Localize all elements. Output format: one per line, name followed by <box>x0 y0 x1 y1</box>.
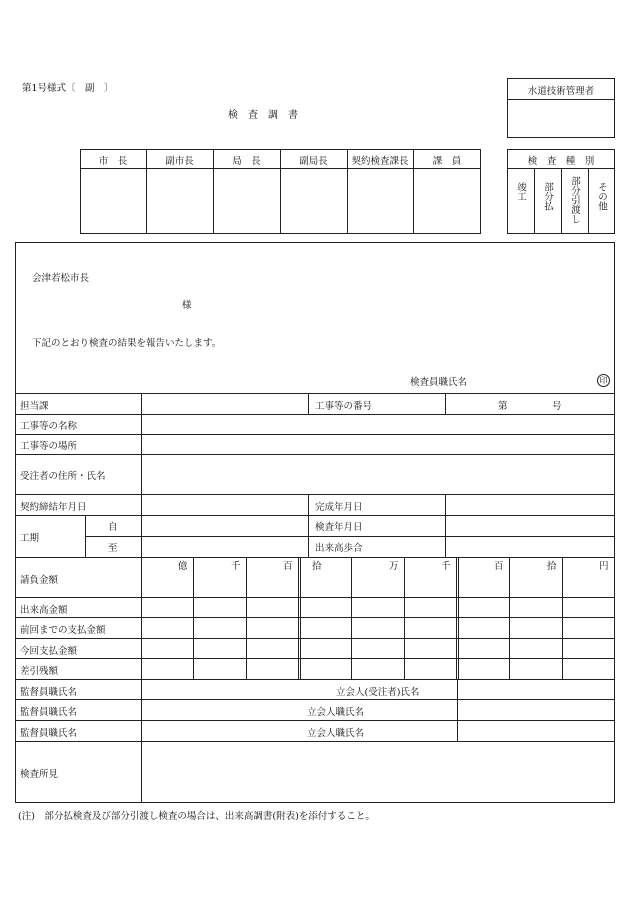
label-kensa-date: 検査年月日 <box>315 522 363 533</box>
unit-man: 万 <box>389 561 399 572</box>
inspection-type-partial-payment: 部分払 <box>542 182 553 211</box>
label-dekidaka-kingaku: 出来高金額 <box>20 605 68 616</box>
label-shoken: 検査所見 <box>20 769 59 780</box>
inspection-type-other: その他 <box>596 182 607 211</box>
label-dai: 第 <box>498 401 508 412</box>
unit-oku: 億 <box>178 561 188 572</box>
label-konkai: 今回支払金額 <box>20 646 78 657</box>
approval-header-bureau-chief: 局 長 <box>232 156 261 167</box>
label-kouji-bangou: 工事等の番号 <box>315 401 373 412</box>
approval-header-mayor: 市 長 <box>98 156 128 167</box>
document-title: 検 査 調 書 <box>228 110 298 121</box>
seal-mark: 印 <box>597 374 610 387</box>
inspection-type-partial-delivery: 部分引渡し <box>569 176 580 224</box>
label-zenkai: 前回までの支払金額 <box>20 625 106 636</box>
label-jutyuusha: 受注者の住所・氏名 <box>20 471 106 482</box>
label-keiyaku-date: 契約締結年月日 <box>20 502 87 513</box>
label-tachiai-3: 立会人職氏名 <box>307 728 365 739</box>
label-dekidaka-buai: 出来高歩合 <box>315 543 363 554</box>
report-statement: 下記のとおり検査の結果を報告いたします。 <box>32 338 222 349</box>
label-kouji-meishou: 工事等の名称 <box>20 421 78 432</box>
unit-juu-2: 拾 <box>547 561 557 572</box>
unit-juu-1: 拾 <box>312 561 322 572</box>
label-kouji-basho: 工事等の場所 <box>20 441 78 452</box>
approval-header-deputy-mayor: 副市長 <box>165 156 194 167</box>
unit-hyaku-1: 百 <box>283 561 293 572</box>
approval-header-contract-section-chief: 契約検査課長 <box>351 156 409 167</box>
unit-en: 円 <box>599 561 609 572</box>
label-kantoku-1: 監督員職氏名 <box>20 687 78 698</box>
label-kansei-date: 完成年月日 <box>315 502 363 513</box>
inspection-type-completion: 竣工 <box>515 182 526 201</box>
label-shi: 至 <box>108 543 118 554</box>
form-number: 第1号様式〔 副 〕 <box>22 83 114 94</box>
unit-hyaku-2: 百 <box>494 561 504 572</box>
approval-header-staff: 課 員 <box>432 156 462 167</box>
unit-sen-2: 千 <box>441 561 451 572</box>
label-ukeoi: 請負金額 <box>20 575 59 586</box>
water-manager-label: 水道技術管理者 <box>527 86 595 97</box>
honorific: 様 <box>182 300 192 311</box>
label-ji: 自 <box>108 522 118 533</box>
inspection-type-header: 検 査 種 別 <box>527 156 595 167</box>
label-tantou: 担当課 <box>20 401 49 412</box>
label-gou: 号 <box>552 401 562 412</box>
unit-sen-1: 千 <box>231 561 241 572</box>
addressee: 会津若松市長 <box>32 273 90 284</box>
label-kantoku-3: 監督員職氏名 <box>20 728 78 739</box>
label-kantoku-2: 監督員職氏名 <box>20 707 78 718</box>
footnote: (注) 部分払検査及び部分引渡し検査の場合は、出来高調書(附表)を添付すること。 <box>18 811 375 822</box>
approval-header-deputy-bureau-chief: 副局長 <box>299 156 328 167</box>
label-sashihiki: 差引残額 <box>20 666 59 677</box>
label-tachiai-2: 立会人職氏名 <box>307 707 365 718</box>
label-kouki: 工期 <box>20 533 40 544</box>
label-tachiai-1: 立会人(受注者)氏名 <box>336 687 420 698</box>
inspector-name-label: 検査員職氏名 <box>410 377 468 388</box>
